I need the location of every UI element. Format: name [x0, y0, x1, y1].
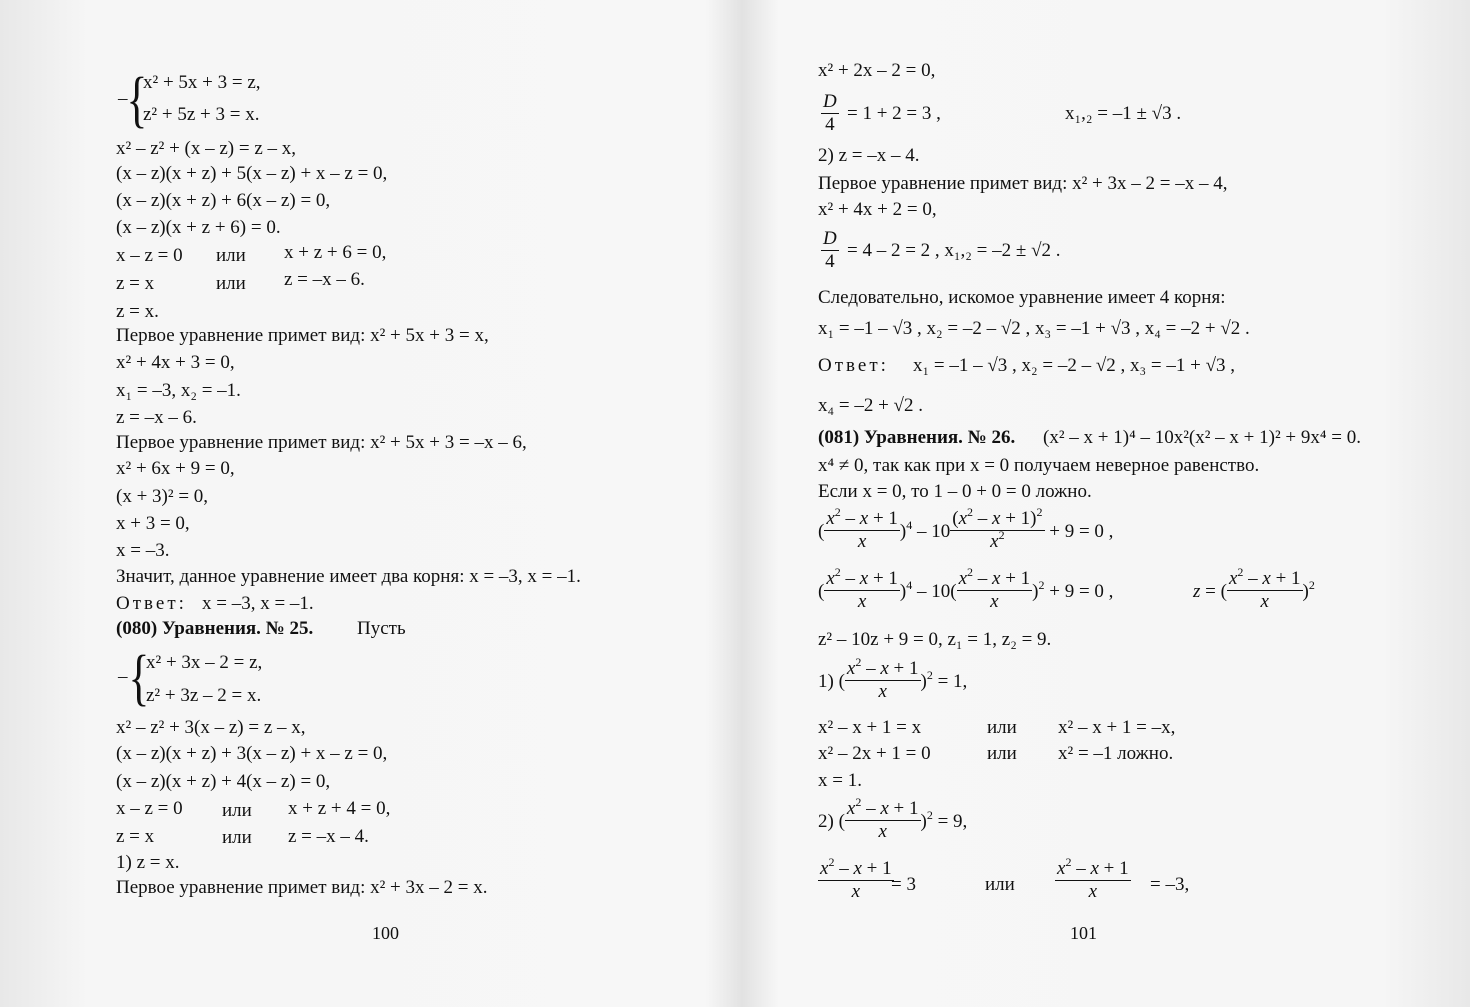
problem-heading: (080) Уравнения. № 25. [116, 618, 314, 639]
word-or: или [987, 743, 1017, 764]
fraction-equation-1: ( $\frac{x^2 - x + 1}{x}$ )$^4$ – 10 $\frac{(x^2 - x + 1)^2}{x^2}$ + 9 = 0 , [818, 505, 1114, 552]
line: Если x = 0, то 1 – 0 + 0 = 0 ложно. [818, 481, 1092, 502]
line: x² – 2x + 1 = 0 [818, 743, 931, 764]
line: x² + 2x – 2 = 0, [818, 60, 936, 81]
line: z = –x – 6. [284, 269, 365, 290]
system1-eq1: x² + 5x + 3 = z, [143, 72, 261, 93]
line: (x – z)(x + z) + 4(x – z) = 0, [116, 771, 331, 792]
line: z = –x – 6. [116, 407, 197, 428]
line: (x – z)(x + z) + 5(x – z) + x – z = 0, [116, 163, 388, 184]
line: (x – z)(x + z + 6) = 0. [116, 217, 281, 238]
word-or: или [222, 800, 252, 821]
line: Первое уравнение примет вид: x² + 3x – 2 = –x – 4, [818, 173, 1228, 194]
line: = 1 + 2 = 3 , [847, 103, 941, 124]
line: x² + 4x + 2 = 0, [818, 199, 937, 220]
word-or: или [216, 273, 246, 294]
line: x² = –1 ложно. [1058, 743, 1174, 764]
line: Пусть [357, 618, 406, 639]
problem-heading: (081) Уравнения. № 26. [818, 427, 1016, 448]
fraction-D-over-4 [821, 93, 839, 138]
answer-label: Ответ: [818, 355, 889, 376]
case-2-split: $\frac{x^2 - x + 1}{x}$ [820, 855, 892, 902]
line: Первое уравнение примет вид: x² + 5x + 3 = –x – 6, [116, 432, 527, 453]
system1-eq2: z² + 5z + 3 = x. [143, 104, 260, 125]
line: x₁,₂ = –1 ± √3 . [1065, 103, 1182, 124]
line: = 4 – 2 = 2 , x₁,₂ = –2 ± √2 . [847, 240, 1061, 261]
line: x₁ = –3, x₂ = –1. [116, 380, 241, 401]
case-2-split: $\frac{x^2 - x + 1}{x}$ [1057, 855, 1129, 902]
word-or: или [987, 717, 1017, 738]
line: x – z = 0 [116, 798, 183, 819]
line: x + z + 6 = 0, [284, 242, 387, 263]
line: (x – z)(x + z) + 3(x – z) + x – z = 0, [116, 743, 388, 764]
line: x – z = 0 [116, 245, 183, 266]
line: z = x. [116, 301, 159, 322]
line: 2) z = –x – 4. [818, 145, 920, 166]
line: z = –x – 4. [288, 826, 369, 847]
line: z² – 10z + 9 = 0, z₁ = 1, z₂ = 9. [818, 629, 1052, 650]
line: = 3 [891, 874, 916, 895]
case-2: 2) ( $\frac{x^2 - x + 1}{x}$ )$^2$ = 9, [818, 795, 968, 842]
frac-numerator: D [823, 228, 837, 249]
answer-value: x₁ = –1 – √3 , x₂ = –2 – √2 , x₃ = –1 + √3 , [913, 355, 1236, 376]
system2-eq1: x² + 3x – 2 = z, [146, 652, 263, 673]
case-1: 1) ( $\frac{x^2 - x + 1}{x}$ )$^2$ = 1, [818, 655, 968, 702]
frac-denominator: 4 [825, 251, 835, 272]
line: z = x [116, 826, 155, 847]
answer-label: Ответ: [116, 593, 187, 614]
word-or: или [222, 827, 252, 848]
page-number: 100 [372, 923, 399, 943]
frac-numerator: D [823, 91, 837, 112]
system-brace: { [126, 66, 148, 134]
line: Первое уравнение примет вид: x² + 5x + 3 = x, [116, 325, 489, 346]
answer-value: x₄ = –2 + √2 . [818, 395, 923, 416]
line: x² – z² + 3(x – z) = z – x, [116, 717, 306, 738]
line: x² + 4x + 3 = 0, [116, 352, 235, 373]
word-or: или [985, 874, 1015, 895]
answer-value: x = –3, x = –1. [202, 593, 314, 614]
line: (x + 3)² = 0, [116, 486, 209, 507]
line: (x – z)(x + z) + 6(x – z) = 0, [116, 190, 331, 211]
line: = –3, [1150, 874, 1190, 895]
line: x + z + 4 = 0, [288, 798, 391, 819]
line: z = x [116, 273, 155, 294]
right-page [735, 0, 1470, 1007]
page-number: 101 [1070, 923, 1097, 943]
line: x² – z² + (x – z) = z – x, [116, 138, 297, 159]
line: x² + 6x + 9 = 0, [116, 458, 235, 479]
fraction-equation-2: ( $\frac{x^2 - x + 1}{x}$ )$^4$ – 10( $\frac{x^2 - x + 1}{x}$ )$^2$ + 9 = 0 , [818, 565, 1114, 612]
line: 1) z = x. [116, 852, 180, 873]
system-minus: – [118, 88, 128, 109]
line: x = –3. [116, 540, 170, 561]
line: x² – x + 1 = –x, [1058, 717, 1176, 738]
substitution: z = ( $\frac{x^2 - x + 1}{x}$ )$^2$ [1193, 565, 1315, 612]
system-minus: – [118, 666, 128, 687]
line: x + 3 = 0, [116, 513, 190, 534]
frac-denominator: 4 [825, 114, 835, 135]
line: x₁ = –1 – √3 , x₂ = –2 – √2 , x₃ = –1 + √3 , x₄ = –2 + √2 . [818, 318, 1250, 339]
line: (x² – x + 1)⁴ – 10x²(x² – x + 1)² + 9x⁴ = 0. [1043, 427, 1361, 448]
line: Следовательно, искомое уравнение имеет 4 корня: [818, 287, 1226, 308]
line: Первое уравнение примет вид: x² + 3x – 2 = x. [116, 877, 488, 898]
fraction-D-over-4 [821, 230, 839, 275]
word-or: или [216, 245, 246, 266]
system2-eq2: z² + 3z – 2 = x. [146, 685, 262, 706]
line: x⁴ ≠ 0, так как при x = 0 получаем неверное равенство. [818, 455, 1260, 476]
line: x = 1. [818, 770, 862, 791]
line: x² – x + 1 = x [818, 717, 922, 738]
system-brace: { [128, 644, 150, 712]
line: Значит, данное уравнение имеет два корня: x = –3, x = –1. [116, 566, 581, 587]
